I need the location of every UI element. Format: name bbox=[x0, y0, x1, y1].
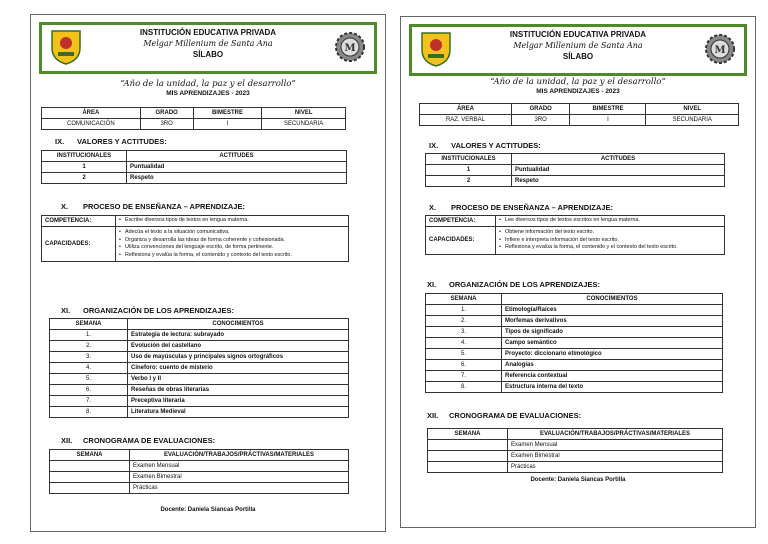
svg-text:M: M bbox=[344, 43, 356, 54]
capacidad-item: • Adecúa el texto a la situación comunicativa. bbox=[119, 229, 345, 237]
info-header: NIVEL bbox=[646, 104, 739, 115]
table-row: 8. Literatura Medieval bbox=[50, 407, 349, 418]
table-row: Prácticas bbox=[50, 483, 349, 494]
table-row: 2. Evolución del castellano bbox=[50, 341, 349, 352]
section-heading-valores: IX. VALORES Y ACTITUDES: bbox=[55, 137, 167, 146]
info-header: BIMESTRE bbox=[193, 108, 262, 119]
table-row: 6. Analogías bbox=[426, 360, 723, 371]
table-row: Examen Bimestral bbox=[428, 451, 723, 462]
section-heading-organizacion: XI. ORGANIZACIÓN DE LOS APRENDIZAJES: bbox=[61, 306, 234, 315]
proceso-table bbox=[41, 215, 349, 262]
bimestre-value: I bbox=[193, 119, 262, 130]
info-header: NIVEL bbox=[262, 108, 346, 119]
table-row: 1. Estrategia de lectura: subrayado bbox=[50, 330, 349, 341]
table-row: 5. Verbo I y II bbox=[50, 374, 349, 385]
table-row: 6. Reseñas de obras literarias bbox=[50, 385, 349, 396]
organizacion-table: SEMANA CONOCIMIENTOS 1. Etimología/Raíces 2. Morfemas derivativos 3. Tipos de significado 4. Campo semántico 5. Proyecto: diccionario etimológico 6. Analogías 7. Referencia contextual 8. Estructura interna del texto bbox=[425, 293, 723, 393]
section-heading-organizacion: XI. ORGANIZACIÓN DE LOS APRENDIZAJES: bbox=[427, 280, 600, 289]
table-row: 5. Proyecto: diccionario etimológico bbox=[426, 349, 723, 360]
info-header: ÁREA bbox=[42, 108, 141, 119]
school-crest-icon bbox=[48, 28, 84, 66]
nivel-value: SECUNDARIA bbox=[646, 115, 739, 126]
gear-emblem-icon bbox=[334, 31, 366, 63]
course-info-table bbox=[419, 103, 739, 126]
gear-emblem-icon bbox=[704, 33, 736, 65]
area-value: COMUNICACIÓN bbox=[42, 119, 141, 130]
page-header bbox=[39, 22, 377, 74]
course-info-table bbox=[41, 107, 346, 130]
table-row: 3. Tipos de significado bbox=[426, 327, 723, 338]
capacidad-item: • Infiere e interpreta información del texto escrito. bbox=[499, 237, 721, 245]
organizacion-table: SEMANA CONOCIMIENTOS 1. Estrategia de lectura: subrayado 2. Evolución del castellano 3. Uso de mayúsculas y principales signos ortográficos 4. Cineforo: cuento de misterio 5. Verbo I y II 6. Reseñas de obras literarias 7. Preceptiva literaria 8. Literatura Medieval bbox=[49, 318, 349, 418]
school-type: INSTITUCIÓN EDUCATIVA PRIVADA bbox=[509, 30, 647, 39]
syllabus-page-comunicacion bbox=[30, 14, 386, 532]
table-row: Examen Mensual bbox=[50, 461, 349, 472]
school-name: Melgar Millenium de Santa Ana bbox=[143, 39, 273, 48]
section-heading-cronograma: XII. CRONOGRAMA DE EVALUACIONES: bbox=[61, 436, 216, 445]
subtitle: MIS APRENDIZAJES - 2023 bbox=[536, 88, 620, 95]
subtitle: MIS APRENDIZAJES - 2023 bbox=[166, 90, 250, 97]
teacher-name: Docente: Daniela Siancas Portilla bbox=[530, 477, 626, 483]
competencia-label: COMPETENCIA: bbox=[426, 216, 496, 227]
section-heading-proceso: X. PROCESO DE ENSEÑANZA – APRENDIZAJE: bbox=[61, 202, 245, 211]
table-row: 4. Cineforo: cuento de misterio bbox=[50, 363, 349, 374]
area-value: RAZ. VERBAL bbox=[420, 115, 512, 126]
section-heading-cronograma: XII. CRONOGRAMA DE EVALUACIONES: bbox=[427, 411, 582, 420]
year-motto: “Año de la unidad, la paz y el desarrollo” bbox=[120, 79, 296, 89]
competencia-label: COMPETENCIA: bbox=[42, 216, 116, 227]
table-row: 7. Referencia contextual bbox=[426, 371, 723, 382]
competencia-text: • Escribe diversos tipos de textos en lengua materna. bbox=[119, 217, 345, 225]
info-header: BIMESTRE bbox=[570, 104, 646, 115]
table-row: Examen Mensual bbox=[428, 440, 723, 451]
school-crest-icon bbox=[418, 30, 454, 68]
proceso-table bbox=[425, 215, 725, 255]
table-row: Examen Bimestral bbox=[50, 472, 349, 483]
school-type: INSTITUCIÓN EDUCATIVA PRIVADA bbox=[139, 28, 277, 37]
capacidades-label: CAPACIDADES: bbox=[426, 227, 496, 255]
table-row: 3. Uso de mayúsculas y principales signos ortográficos bbox=[50, 352, 349, 363]
grado-value: 3RO bbox=[140, 119, 193, 130]
valores-table: INSTITUCIONALES ACTITUDES 1 Puntualidad 2 Respeto bbox=[41, 150, 347, 184]
competencia-text: • Lee diversos tipos de textos escritos en lengua materna. bbox=[499, 217, 721, 225]
table-row: Prácticas bbox=[428, 462, 723, 473]
info-header: GRADO bbox=[140, 108, 193, 119]
table-row: 2. Morfemas derivativos bbox=[426, 316, 723, 327]
section-heading-proceso: X. PROCESO DE ENSEÑANZA – APRENDIZAJE: bbox=[429, 203, 613, 212]
table-row: 1. Etimología/Raíces bbox=[426, 305, 723, 316]
table-row: 7. Preceptiva literaria bbox=[50, 396, 349, 407]
page-header bbox=[409, 24, 747, 76]
capacidad-item: • Utiliza convenciones del lenguaje escrito, de forma pertinente. bbox=[119, 244, 345, 252]
document-type: SÍLABO bbox=[192, 50, 224, 59]
info-header: GRADO bbox=[511, 104, 570, 115]
year-motto: “Año de la unidad, la paz y el desarrollo” bbox=[490, 77, 666, 87]
bimestre-value: I bbox=[570, 115, 646, 126]
cronograma-table: SEMANA EVALUACIÓN/TRABAJOS/PRÁCTIVAS/MATERIALES Examen Mensual Examen Bimestral Prácticas bbox=[49, 449, 349, 494]
school-name: Melgar Millenium de Santa Ana bbox=[513, 41, 643, 50]
table-row: 4. Campo semántico bbox=[426, 338, 723, 349]
capacidad-item: • Obtiene información del texto escrito. bbox=[499, 229, 721, 237]
grado-value: 3RO bbox=[511, 115, 570, 126]
cronograma-table: SEMANA EVALUACIÓN/TRABAJOS/PRÁCTIVAS/MATERIALES Examen Mensual Examen Bimestral Prácticas bbox=[427, 428, 723, 473]
svg-text:M: M bbox=[714, 45, 726, 56]
capacidades-label: CAPACIDADES: bbox=[42, 227, 116, 262]
syllabus-page-razonamiento-verbal bbox=[400, 16, 756, 528]
section-heading-valores: IX. VALORES Y ACTITUDES: bbox=[429, 141, 541, 150]
valores-table: INSTITUCIONALES ACTITUDES 1 Puntualidad 2 Respeto bbox=[425, 153, 725, 187]
teacher-name: Docente: Daniela Siancas Portilla bbox=[160, 507, 256, 513]
info-header: ÁREA bbox=[420, 104, 512, 115]
document-type: SÍLABO bbox=[562, 52, 594, 61]
table-row: 8. Estructura interna del texto bbox=[426, 382, 723, 393]
nivel-value: SECUNDARIA bbox=[262, 119, 346, 130]
capacidad-item: • Reflexiona y evalúa la forma, el contenido y contexto del texto escrito. bbox=[119, 252, 345, 260]
capacidad-item: • Reflexiona y evalúa la forma, el contenido y el contexto del texto escrito. bbox=[499, 244, 721, 252]
capacidad-item: • Organiza y desarrolla las ideas de forma coherente y cohesionada. bbox=[119, 237, 345, 245]
